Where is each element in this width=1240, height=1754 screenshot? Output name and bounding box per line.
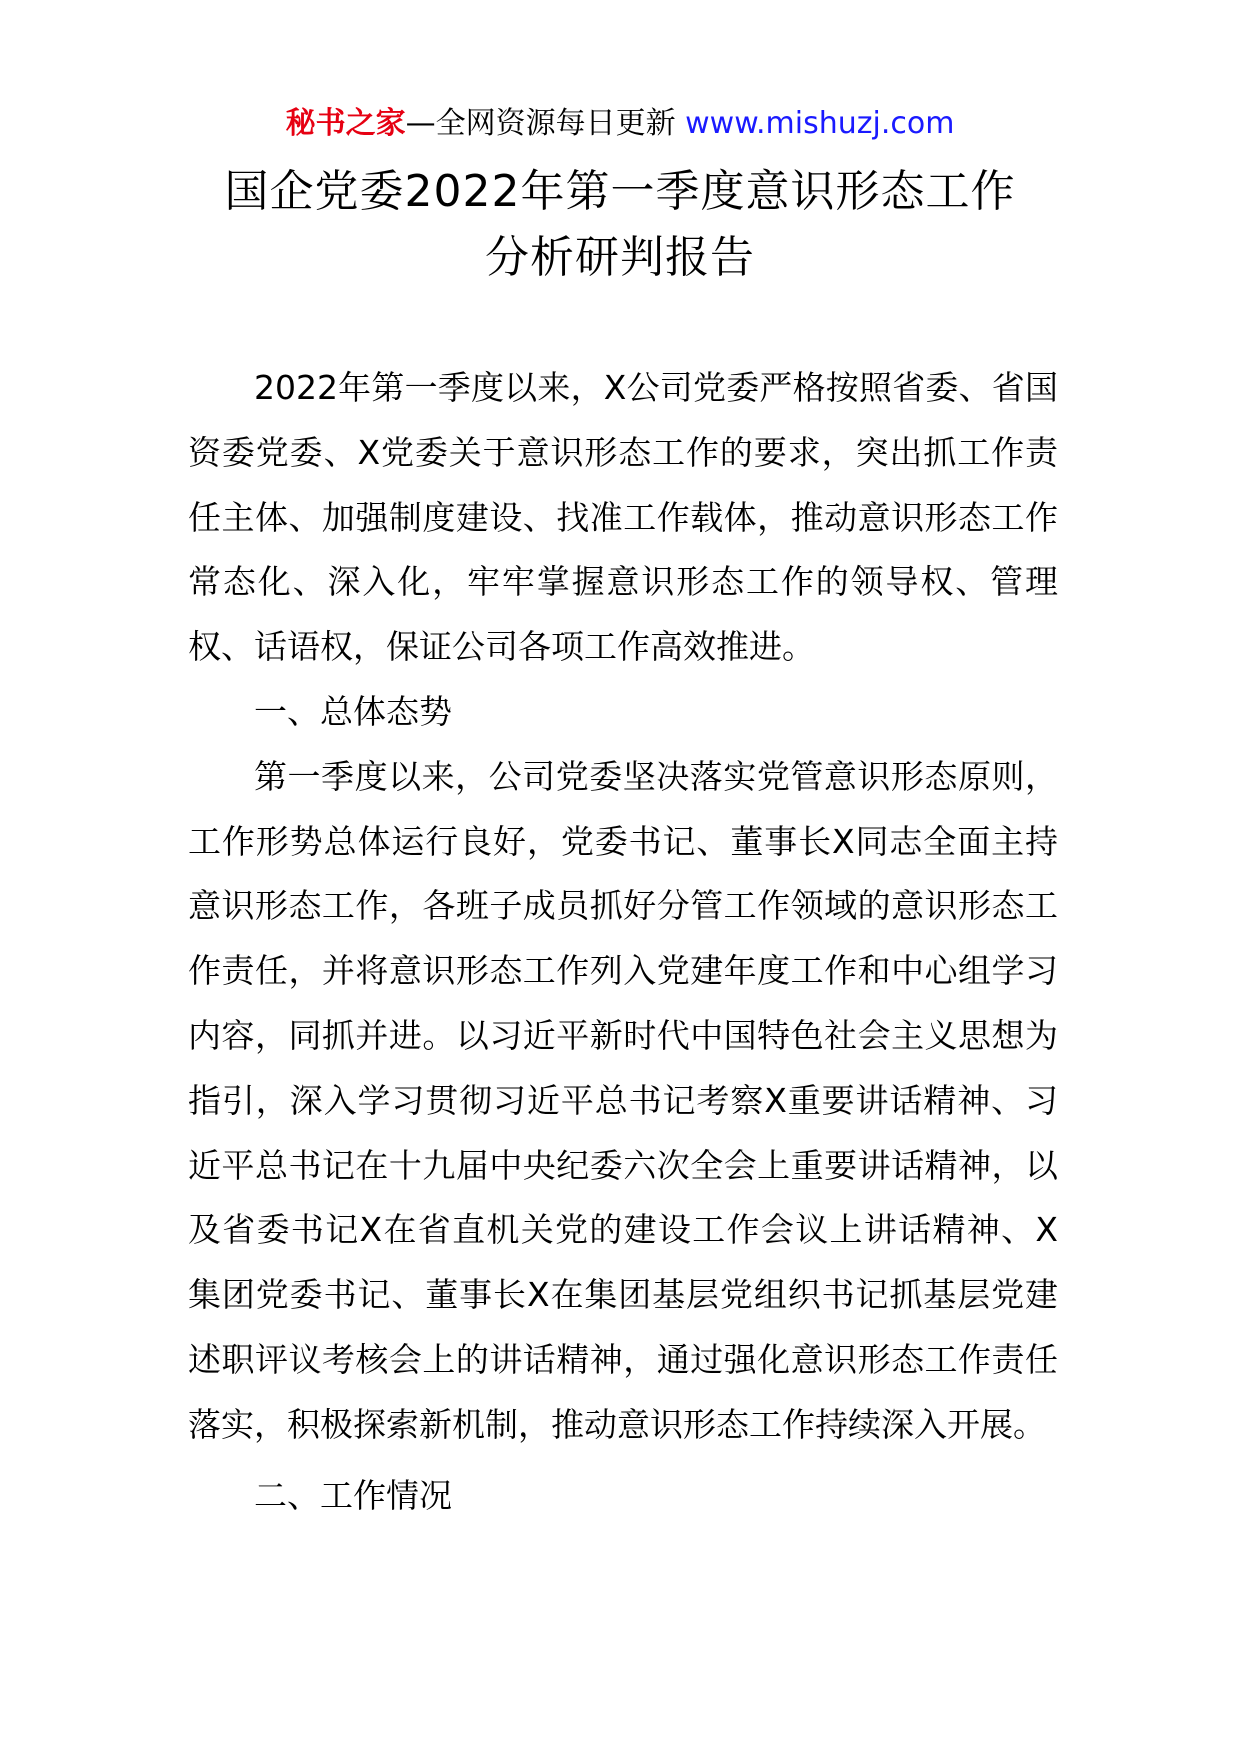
intro-paragraph: 2022年第一季度以来，X公司党委严格按照省委、省国资委党委、X党委关于意识形态工作的要求，突出抓工作责任主体、加强制度建设、找准工作载体，推动意识形态工作常态化、深入化，牢牢掌握意识形态工作的领导权、管理权、话语权，保证公司各项工作高效推进。	[188, 368, 1058, 667]
brand-slogan: —全网资源每日更新	[405, 106, 676, 141]
document-title-line-1: 国企党委2022年第一季度意识形态工作	[224, 166, 1016, 217]
overall-paragraph: 第一季度以来，公司党委坚决落实党管意识形态原则，工作形势总体运行良好，党委书记、董事长X同志全面主持意识形态工作，各班子成员抓好分管工作领域的意识形态工作责任，并将意识形态工作列入党建年度工作和中心组学习内容，同抓并进。以习近平新时代中国特色社会主义思想为指引，深入学习贯彻习近平总书记考察X重要讲话精神、习近平总书记在十九届中央纪委六次全会上重要讲话精神，以及省委书记X在省直机关党的建设工作会议上讲话精神、X集团党委书记、董事长X在集团基层党组织书记抓基层党建述职评议考核会上的讲话精神，通过强化意识形态工作责任落实，积极探索新机制，推动意识形态工作持续深入开展。	[188, 756, 1058, 1444]
brand-name: 秘书之家	[285, 106, 406, 141]
site-banner	[0, 104, 1240, 144]
section-heading-overall: 一、总体态势	[254, 691, 452, 731]
document-body	[188, 356, 1058, 1528]
section-heading-work: 二、工作情况	[254, 1475, 452, 1515]
document-title-line-2: 分析研判报告	[485, 232, 755, 283]
site-url[interactable]: www.mishuzj.com	[685, 106, 955, 141]
